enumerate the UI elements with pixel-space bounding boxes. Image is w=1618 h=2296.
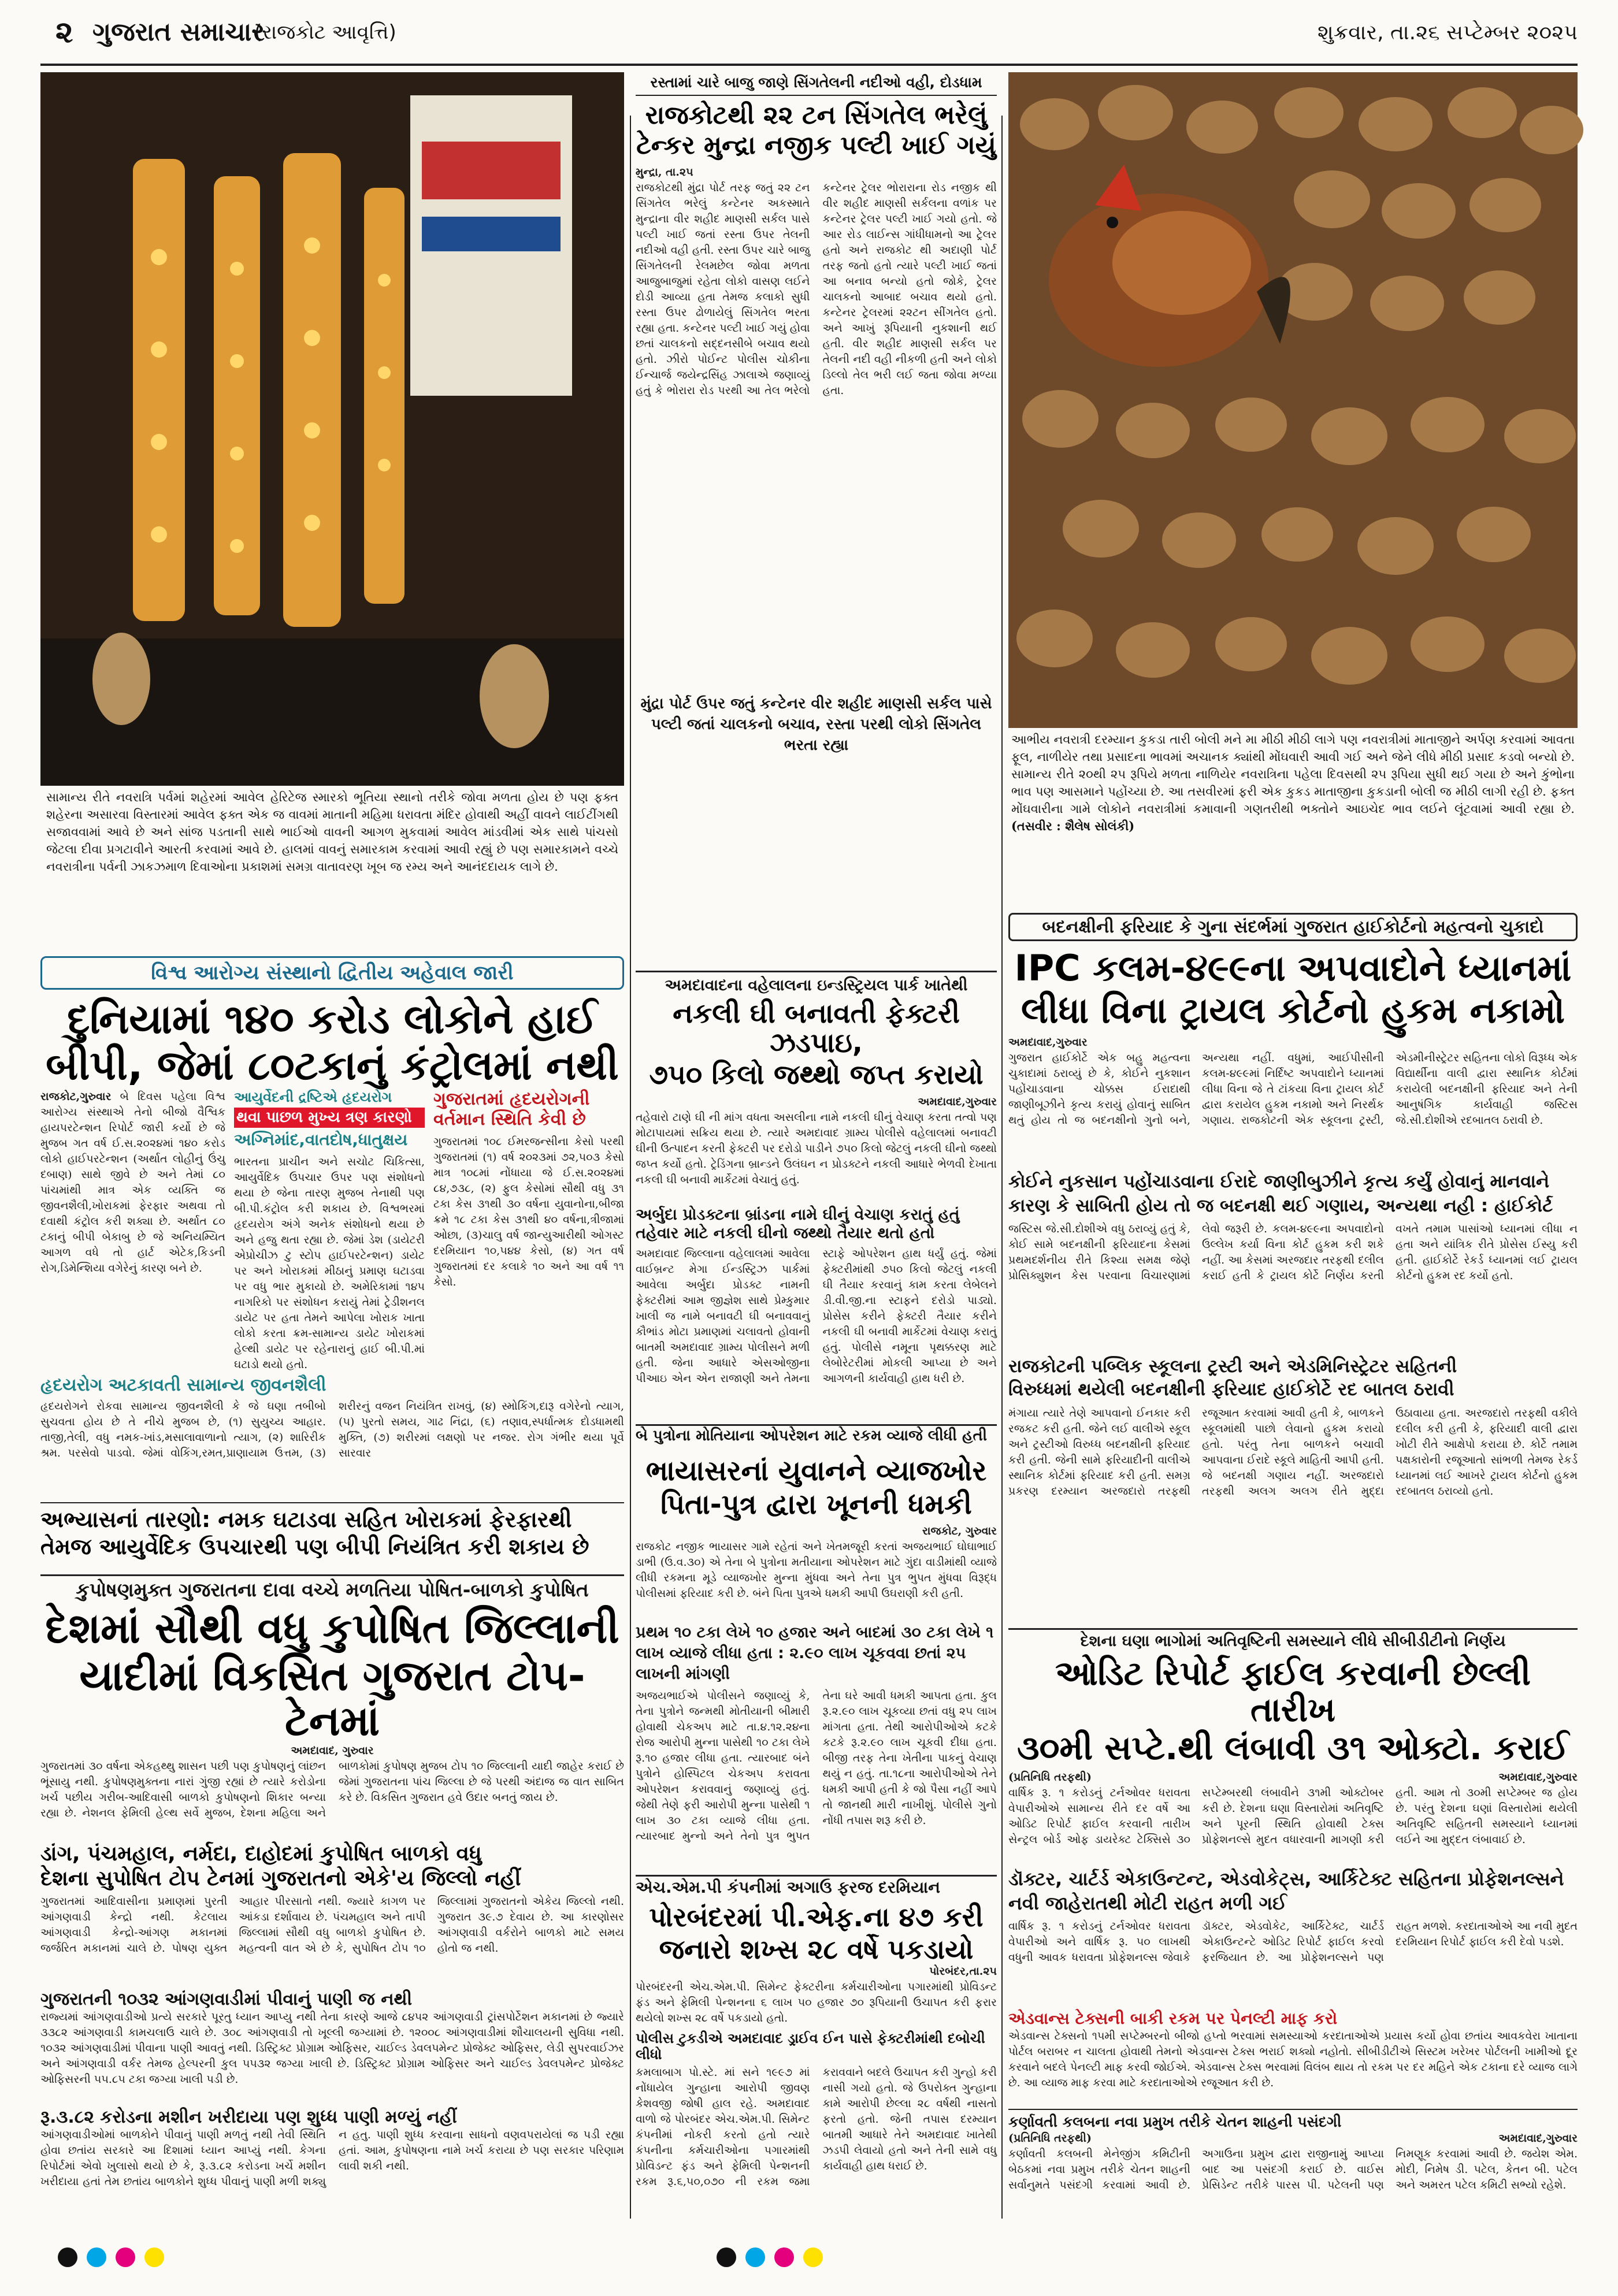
- moneylender-headline-1: ભાયાસરનાં યુવાનને વ્યાજખોર: [645, 1455, 987, 1487]
- pf-headline-1: પોરબંદરમાં પી.એફ.ના ૪૭ કરી: [649, 1901, 984, 1933]
- hc-story: [1008, 913, 1578, 1352]
- bp-headline-1: દુનિયામાં ૧૪૦ કરોડ લોકોને હાઈ: [67, 995, 598, 1043]
- tanker-headline-2: ટેન્કર મુન્દ્રા નજીક પલ્ટી ખાઈ ગયું: [636, 130, 996, 160]
- club-body: કર્ણાવતી કલબની મેનેજીંગ કમિટીની બેઠકમાં નવા પ્રમુખ તરીકે ચેતન શાહની સર્વાનુમતે પસંદગી કરવામાં આવી છે. અગાઉના પ્રમુખ દ્વારા રાજીનામું આપ્યા બાદ આ પસંદગી કરાઈ છે. વાઈસ પ્રેસિડેન્ટ તરીકે પારસ પી. પટેલની પણ નિમણૂક કરવામાં આવી છે. જયેશ એમ. મોદી, નિમેષ ડી. પટેલ, કેતન બી. પટેલ અને અમરત પટેલ કમિટી સભ્યો રહેશે.: [1008, 2148, 1578, 2191]
- pf-top-rule: [636, 1875, 997, 1877]
- audit-top-rule: [1008, 1628, 1578, 1630]
- coconut-photo-caption: આભીય નવરાત્રી દરમ્યાન કુકડા તારી બોલી મને મા મીઠી મીઠી લાગે પણ નવરાત્રીમાં માતાજીને અર્પણ કરવામાં આવતા ફૂલ, નાળીયેર તથા પ્રસાદના ભાવમાં અચાનક ક્યાંથી મોંઘવારી આવી ગઈ અને જેને લીધે મીઠી પ્રસાદ કડવો બન્યો છે. સામાન્ય રીતે ૨૦થી ૨૫ રૂપિયે મળતા નાળિયેર નવરાત્રિના પહેલા દિવસથી ૨૫ રૂપિયા સુધી થઈ ગયા છે અને કુંભોના ભાવ પણ આસમાને પહોંચ્યા છે. આ તસવીરમાં ફરી એક કુકડ માતાજીના કુકડાની બોલી જ મીઠી લાગી રહી છે. ફક્ત મોંઘવારીના ગામે લોકોને નવરાત્રીમાં કમાવાની ગણતરીથી ભક્તોને આઇચેદ ભાવ લઈને લૂંટવામાં આવી રહ્યા છે. (તસવીર : શૈલેષ સોલંકી): [1011, 733, 1575, 833]
- reg-dot: [144, 2247, 164, 2267]
- masthead: [0, 0, 1618, 65]
- bp-body-area: [40, 1089, 624, 1493]
- malnutrition-body-1: ગુજરાતમાં ૩૦ વર્ષના એકહથ્થુ શાસન પછી પણ કુપોષણનું લાંછન ભૂંસાયુ નથી. કુપોષણમુક્તના નારાં ગુંજી રહ્યાં છે ત્યારે કરોડોના ખર્ચ પછીય ગરીબ-આદિવાસી બાળકો કુપોષણનો શિકાર બન્યા રહ્યા છે. નેશનલ ફેમિલી હેલ્થ સર્વે મુજબ, દેશના મહિલા અને બાળકોમાં કુપોષણ મુજબ ટોપ ૧૦ જિલ્લાની યાદી જાહેર કરાઈ છે જેમાં ગુજરાતના પાંચ જિલ્લા છે જે પરથી અંદાજ જ વાત સાબિત કરે છે. વિકસિત ગુજરાત હવે ઉદાર બનતું જાય છે.: [40, 1760, 624, 1820]
- ghee-top-rule: [636, 971, 997, 972]
- lifestyle-subhead: હૃદયરોગ અટકાવતી સામાન્ય જીવનશૈલી: [40, 1375, 326, 1395]
- malnutrition-dateline: અમદાવાદ, ગુરુવાર: [291, 1744, 374, 1758]
- findings-line-2: તેમજ આયુર્વેદિક ઉપચારથી પણ બીપી નિયંત્રિત કરી શકાય છે: [40, 1534, 589, 1560]
- bp-findings-footer: [40, 1502, 624, 1569]
- audit-dateline: અમદાવાદ,ગુરુવાર: [1498, 1770, 1578, 1784]
- issue-date: શુક્રવાર, તા.૨૬ સપ્ટેમ્બર ૨૦૨૫: [1318, 21, 1578, 44]
- coconut-photo: [1008, 72, 1578, 728]
- malnutrition-story: [40, 1578, 624, 2220]
- bp-stats: ગુજરાતમાં ૧૦૮ ઈમરજન્સીના કેસો પરથી ગુજરાતમાં (૧) વર્ષ ૨૦૨૩માં ૭૨,૫૦૩ કેસો માત્ર ૧૦૮માં નોંધાયા જે ઈ.સ.૨૦૨૪માં ૮૪,૭૩૮, (૨) ફુલ કેસોમાં સૌથી વધુ ૩૧ ટકા કેસ ૩૧થી ૩૦ વર્ષના યુવાનોના,બીજા ક્રમે ૧૮ ટકા કેસ ૩૧થી ૪૦ વર્ષના,ત્રીજામાં ઓછા, (૩)ચાલુ વર્ષ જાન્યુઆરીથી ઓગસ્ટ દરમિયાન ૧૦,૫૪૪ કેસો, (૪) ગત વર્ષ ગુજરાતમાં દર કલાકે ૧૦ અને આ વર્ષ ૧૧ કેસો.: [433, 1135, 624, 1288]
- audit-byline: (પ્રતિનિધિ તરફથી): [1008, 1770, 1092, 1784]
- hc-subhead: કોઈને નુકસાન પહોંચાડવાના ઈરાદે જાણીબુઝીને કૃત્ય કર્યું હોવાનું માનવાને કારણ કે સાબિતી હોય તો જ બદનક્ષી થઈ ગણાય, અન્યથા નહી : હાઈકોર્ટ: [1008, 1171, 1553, 1216]
- column-rule-2: [1001, 116, 1003, 2219]
- reg-dot: [803, 2247, 823, 2267]
- gujarat-subhead-1: ગુજરાતમાં હૃદયરોગની: [433, 1089, 590, 1109]
- ghee-subhead-1: અર્બુદા પ્રોડક્ટના બ્રાંડના નામે ઘીનું વેચાણ કરાતું હતું: [636, 1206, 960, 1224]
- tanker-subhead: મુંદ્રા પોર્ટ ઉપર જતું કન્ટેનર વીર શહીદ માણસી સર્કલ પાસે પલ્ટી જતાં ચાલકનો બચાવ, રસ્તા પરથી લોકો સિંગતેલ ભરતા રહ્યા: [640, 695, 992, 755]
- pf-kicker: એચ.એમ.પી કંપનીમાં અગાઉ ફરજ દરમિયાન: [636, 1878, 940, 1897]
- audit-headline-2: ૩૦મી સપ્ટે.થી લંબાવી ૩૧ ઓક્ટો. કરાઈ: [1017, 1728, 1569, 1768]
- malnutrition-subhead-3: ગુજરાતની ૧૦૩૨ આંગણવાડીમાં પીવાનું પાણી જ નથી: [40, 1989, 413, 2009]
- moneylender-dateline: રાજકોટ, ગુરુવાર: [922, 1524, 997, 1537]
- hc-kicker: બદનક્ષીની ફરિયાદ કે ગુના સંદર્ભમાં ગુજરાત હાઈકોર્ટનો મહત્વનો ચુકાદો: [1008, 913, 1578, 941]
- malnutrition-body-2: ગુજરાતમાં આદિવાસીના પ્રમાણમાં પુરતી આંગણવાડી કેન્દ્રો નથી. કેટલાય આંગણવાડી કેન્દ્રો-આંગણ મકાનમાં જર્જરિત મકાનમાં ચાલે છે. પોષણ યુક્ત આહાર પીરસાતો નથી. જ્યારે કાગળ પર આંકડા દર્શાવાય છે. પંચમહાલ અને તાપી જિલ્લામાં સૌથી વધુ બાળકો કુપોષિત છે. મહત્વની વાત એ છે કે, સુપોષિત ટોપ ૧૦ જિલ્લામાં ગુજરાતનો એકેય જિલ્લો નથી. ગુજરાત ૩૯.૭ દેવાય છે. આ કારણોસર આંગણવાડી વર્કરોને બાળકો માટે સમય હોતો જ નથી.: [40, 1895, 624, 1955]
- bp-lifestyle-box: [40, 1375, 624, 1496]
- hc-rajkot-body: મંગાયા ત્યારે તેણે આપવાનો ઈનકાર કરી રજકટ કરી હતી. જેને લઈ વાલીએ સ્કૂલ અને ટ્રસ્ટીઓ વિરુધ્ધ બદનક્ષીની ફરિયાદ કરી હતી. જેની સામે ફરિયાદીની વાલીએ સ્થાનિક કોર્ટમાં ફરિયાદ કરી હતી. સમગ્ર પ્રકરણ દરમ્યાન અરજદારો તરફથી રજૂઆત કરવામાં આવી હતી કે, બાળકને સ્કૂલમાંથી પાછો લેવાનો હુકમ કરાયો હતો. પરંતુ તેના બાળકને બચાવી આપવાના ઈરાદે સ્કૂલે માહિતી આપી હતી. જે બદનક્ષી ગણાય નહીં. અરજદારો તરફથી અલગ અલગ રીતે મુદ્દા ઉઠાવાયા હતા. અરજદારો તરફથી વકીલે દલીલ કરી હતી કે, ફરિયાદી વાલી દ્વારા ખોટી રીતે આક્ષેપો કરાયા છે. કોર્ટે તમામ પક્ષકારોની રજૂઆતો સાંભળી તેમજ રેકર્ડ ધ્યાનમાં લઈ આખરે ટ્રાયલ કોર્ટનો હુકમ રદબાતલ ઠરાવ્યો હતો.: [1008, 1407, 1578, 1498]
- malnutrition-body-3: રાજ્યમાં આંગણવાડીઓ પ્રત્યે સરકારે પૂરતુ ધ્યાન આપ્યુ નથી તેના કારણે આજે ૮૪૫૨ આંગણવાડી ટ્રાંસપોર્ટેશન મકાનમાં છે જ્યારે ૩૩૮૨ આંગણવાડી કામચલાઉ ચાલે છે. ૩૦૮ આંગણવાડી તો ખૂલ્લી જગ્યામાં છે. ૧૨૦૦૮ આંગણવાડીમાં શૌચાલયની સુવિધા નથી. ૧૦૩૨ આંગણવાડીમાં પીવાના પાણી આવતું નથી. ડિસ્ટ્રિક્ટ પ્રોગ્રામ ઓફિસર, ચાઈલ્ડ ડેવલપમેન્ટ પ્રોજેક્ટ ઓફિસર, લેડી સુપરવાઈઝર અને આંગણવાડી વર્કર તેમજ હેલ્પરની કુલ ૫૫૩૨ જગ્યા ખાલી છે. ડિસ્ટ્રિક્ટ પ્રોગ્રામ ઓફિસર અને ચાઈલ્ડ ડેવલપમેન્ટ પ્રોજેક્ટ ઓફિસરની ૫૫.૮૫ ટકા જગ્યા ખાલી પડી છે.: [40, 2011, 624, 2086]
- ghee-body-2: અમદાવાદ જિલ્લાના વહેલાલમાં આવેલા વાઈબ્રન્ટ મેગા ઈન્ડસ્ટ્રિઝ પાર્કમાં આવેલા અર્બુદા પ્રોડક્ટ નામની ફેક્ટરીમાં આમ જીજ્ઞેશ સાથે પ્રેમ્કુમાર ખાલી જ નામે બનાવટી ઘી બનાવવાનું કૌભાંડ મોટા પ્રમાણમાં ચલાવતો હોવાની બાતમી અમદાવાદ ગ્રામ્ય પોલીસને મળી હતી. જેના આધારે એસઓજીના પીઆઇ એન એન રાજાણી અને તેમના સ્ટાફે ઓપરેશન હાથ ધર્યું હતું. જેમાં ફેક્ટરીમાંથી ૭૫૦ કિલો જેટલું નકલી ઘી તૈયાર કરવાનું કામ કરતા લેબેલને ડી.વી.જી.ના સ્ટાફને દરોડો પાડ્યો. પ્રોસેસ કરીને ફેક્ટરી તૈયાર કરીને નકલી ઘી બનાવી માર્કેટમાં વેચાણ કરાતું હતું. પોલીસે નમૂના પૃથક્કરણ માટે લેબોરેટરીમાં મોકલી આપ્યા છે અને આગળની કાર્યવાહી હાથ ધરી છે.: [636, 1247, 997, 1385]
- pf-dateline: પોરબંદર,તા.૨૫: [929, 1965, 997, 1978]
- tanker-kicker: રસ્તામાં ચારે બાજુ જાણે સિંગતેલની નદીઓ વહી, દોડધામ: [636, 74, 997, 96]
- club-byline-row: [1008, 2131, 1578, 2146]
- pf-headline-2: જનારો શખ્સ ૨૮ વર્ષે પકડાયો: [659, 1933, 974, 1965]
- navratri-photo-illustration: [40, 72, 624, 786]
- tanker-headline-1: રાજકોટથી ૨૨ ટન સિંગતેલ ભરેલું: [645, 101, 988, 130]
- club-dateline: અમદાવાદ,ગુરુવાર: [1498, 2132, 1578, 2145]
- bp-body-1: રાજકોટ,ગુરુવાર બે દિવસ પહેલા વિશ્વ આરોગ્ય સંસ્થાએ તેનો બીજો વૈશ્વિક હાયપરટેન્શન રિપોર્ટ જારી કર્યો છે જે મુજબ ગત વર્ષ ઈ.સ.૨૦૨૪માં ૧૪૦ કરોડ લોકો હાઈપરટેન્શન (અર્થાત લોહીનું ઉંચુ દબાણ) સાથે જીવે છે અને તેમાં ૮૦ પાંચમાંથી માત્ર એક વ્યક્તિ જ જીવનશૈલી,ખોરાકમાં ફેરફાર અથવા તો દવાથી કંટ્રોલ કરી શક્યા છે. અર્થાત ૮૦ ટકાનું બીપી બેકાબુ છે જે અનિયમ્યિત આગળ વધે તો હાર્ટ એટેક,કિડની રોગ,ડિમેન્શિયા વગેરેનું કારણ બને છે.: [40, 1090, 225, 1275]
- ghee-subhead-2: તહેવાર માટે નકલી ઘીનો જથ્થો તૈયાર થતો હતો: [636, 1224, 935, 1243]
- masthead-rule: [40, 64, 1578, 66]
- moneylender-body-2: અજયભાઈએ પોલીસને જણાવ્યું કે, તેના પુત્રોને જન્મથી મોતીયાની બીમારી હોવાથી ચેકઅપ માટે તા.૪.૧૨.૨૪ના રોજ આરોપી મુન્ના પાસેથી ૧૦ ટકા લેખે રૂ.૧૦ હજાર લીધા હતા. ત્યારબાદ બંને પુત્રોને હોસ્પિટલ ચેકઅપ કરાવતા ઓપરેશન કરાવવાનું જણાવ્યું હતું. જેથી તેણે ફરી આરોપી મુન્ના પાસેથી ૧ લાખ ૩૦ ટકા વ્યાજે લીધા હતા. ત્યારબાદ મુન્નો અને તેનો પુત્ર ભુપત તેના ઘરે આવી ધમકી આપતા હતા. કુલ રૂ.૨.૯૦ લાખ ચૂકવ્યા છતાં વધુ ૨૫ લાખ માંગતા હતા. તેથી આરોપીઓએ કટકે કટકે રૂ.૨.૯૦ લાખ ચૂકવી દીધા હતા. બીજી તરફ તેના ખેતીના પાકનું વેચાણ થયું ન હતું. તા.૧૮ના આરોપીઓએ તેને ધમકી આપી હતી કે જો પૈસા નહીં આપે તો જાનથી મારી નાખીશું. પોલીસે ગુનો નોંધી તપાસ શરૂ કરી છે.: [636, 1689, 997, 1842]
- ayurveda-subhead-2: થવા પાછળ મુખ્ય ત્રણ કારણો: [234, 1108, 425, 1128]
- audit-story: [1008, 1632, 1578, 2106]
- reg-dot: [87, 2247, 106, 2267]
- ayurveda-subhead-1: આયુર્વેદની દ્રષ્ટિએ હૃદયરોગ: [234, 1089, 392, 1105]
- malnutrition-kicker: કુપોષણમુક્ત ગુજરાતના દાવા વચ્ચે મળતિયા પોષિત-બાળકો કુપોષિત: [76, 1578, 589, 1601]
- malnutrition-headline-1: દેશમાં સૌથી વધુ કુપોષિત જિલ્લાની: [45, 1604, 619, 1652]
- hc-body-1: ગુજરાત હાઈકોર્ટે એક બહુ મહત્વના ચુકાદામાં ઠરાવ્યું છે કે, કોઈને નુકશાન પહોંચાડવાના ચોક્કસ ઈરાદાથી જાણીબૂઝીને કૃત્ય કરાયું હોવાનું સાબિત થતું હોય તો જ બદનક્ષીનો ગુનો બને, અન્યથા નહીં. વધુમાં, આઈપીસીની કલમ-૪૯૯માં નિર્દિષ્ટ અપવાદોને ધ્યાનમાં લીધા વિના જે તે ટાંકયા વિના ટ્રાયલ કોર્ટ દ્વારા કરાયેલ હુકમ નકામો અને નિરર્થક ગણાય. રાજકોટની એક સ્કૂલના ટ્રસ્ટી, એડમીનીસ્ટ્રેટર સહિતના લોકો વિરૂધ્ધ એક વિદ્યાર્થીના વાલી દ્વારા સ્થાનિક કોર્ટમાં કરાયેલી બદનક્ષીની ફરિયાદ અને તેની આનુષંગિક કાર્યવાહી જસ્ટિસ જે.સી.દોશીએ રદબાતલ ઠરાવી છે.: [1008, 1051, 1578, 1127]
- reg-dot: [745, 2247, 765, 2267]
- pf-body-1: પોરબંદરની એચ.એમ.પી. સિમેન્ટ ફેક્ટરીના કર્મચારીઓના પગારમાંથી પ્રોવિડન્ટ ફંડ અને ફેમિલી પેન્શનના ૬ લાખ ૫૦ હજાર ૭૦ રૂપિયાની ઉચાપત કરી ફરાર થયેલો શખ્સ ૨૮ વર્ષે પકડાયો હતો.: [636, 1981, 997, 2025]
- gujarat-subhead-2: વર્તમાન સ્થિતિ કેવી છે: [433, 1109, 586, 1130]
- moneylender-body-1: રાજકોટ નજીક ભાયાસર ગામે રહેતાં અને ખેતમજૂરી કરતાં અજયભાઈ ઘોઘાભાઈ ડાભી (ઉ.વ.૩૦) એ તેના બે પુત્રોના મતીયાના ઓપરેશન માટે ગુંદા વાડીમાંથી વ્યાજે લીધી રકમના મૂડે વ્યાજખોર મુન્ના મુંધવા અને તેના પુત્ર ભુપત મુંધવા વિરૂદ્ધ પોલીસમાં ફરિયાદ કરી છે. બંને પિતા પુત્રએ ધમકી આપી ઉઘરાણી કરી હતી.: [636, 1540, 997, 1600]
- ghee-headline-2: ૭૫૦ કિલો જથ્થો જપ્ત કરાયો: [649, 1058, 984, 1091]
- moneylender-story: [636, 1427, 997, 1872]
- moneylender-kicker: બે પુત્રોના મોતિયાના ઓપરેશન માટે રકમ વ્યાજે લીધી હતી: [636, 1427, 988, 1444]
- column-rule-1: [630, 116, 631, 2219]
- ghee-headline-1: નકલી ઘી બનાવતી ફેક્ટરી ઝડપાઇ,: [673, 998, 960, 1059]
- audit-sub-red: એડવાન્સ ટેક્સની બાકી રકમ પર પેનલ્ટી માફ કરો: [1008, 2008, 1338, 2028]
- page-number: ૨: [55, 15, 73, 50]
- hc-rajkot-kicker-1: રાજકોટની પબ્લિક સ્કૂલના ટ્રસ્ટી અને એડમિનિસ્ટ્રેટર સહિતની: [1008, 1356, 1457, 1377]
- hc-headline-2: લીધા વિના ટ્રાયલ કોર્ટનો હુકમ નકામો: [1021, 989, 1565, 1031]
- moneylender-top-rule: [636, 1424, 997, 1426]
- malnutrition-top-rule: [40, 1574, 624, 1576]
- audit-kicker: દેશના ઘણા ભાગોમાં અતિવૃષ્ટિની સમસ્યાને લીધે સીબીડીટીનો નિર્ણય: [1080, 1632, 1506, 1650]
- audit-body-3: એડવાન્સ ટેક્સનો ૧૫મી સપ્ટેમ્બરનો બીજો હપ્તો ભરવામાં સમસ્યાઓ કરદાતાઓએ પ્રયાસ કર્યો હોવા છતાંય આવકવેરા ખાતાના પોર્ટલ બરાબર ન ચાલતા હોવાથી તેમનો એડવાન્સ ટેક્સ ભરાઈ શક્યો નહોતો. સીબીડીટીએ સિસ્ટમ ખરેખર પોર્ટલની ખામીઓ દૂર કરવાને બદલે પેનલ્ટી માફ કરવી જોઈએ. એડવાન્સ ટેક્સ ભરવામાં વિલંબ થાય તો રકમ પર દર મહિને એક ટકાના દરે વ્યાજ લાગે છે. આ વ્યાજ માફ કરવા માટે કરદાતાઓએ રજૂઆત કરી છે.: [1008, 2029, 1578, 2089]
- reg-dot: [58, 2247, 77, 2267]
- audit-byline-row: [1008, 1770, 1578, 1785]
- ghee-kicker: અમદાવાદના વહેલાલના ઇન્ડસ્ટ્રિયલ પાર્ક ખાતેથી: [665, 976, 968, 994]
- pf-body-2: કમલાબાગ પો.સ્ટે. માં સને ૧૯૯૭ માં નોંધાયેલ ગુન્હાના આરોપી જીવણ કેશવજી જોષી હાલ રહે. અમદાવાદ વાળો જે પોરબંદર એચ.એમ.પી. સિમેન્ટ કંપનીમાં નોકરી કરતો હતો ત્યારે કંપનીના કર્મચારીઓના પગારમાંથી પ્રોવિડન્ટ ફંડ અને ફેમિલી પેન્શનની રકમ રૂ.૬,૫૦,૦૭૦ ની રકમ જમા કરાવવાને બદલે ઉચાપત કરી ગુન્હો કરી નાસી ગયો હતો. જે ઉપરોક્ત ગુન્હાના કામે આરોપી છેલ્લા ૨૮ વર્ષથી નાસતો ફરતો હતો. જેની તપાસ દરમ્યાન બાતમી આધારે તેને અમદાવાદ ખાતેથી ઝડપી લેવાયો હતો અને તેની સામે વધુ કાર્યવાહી હાથ ધરાઈ છે.: [636, 2066, 997, 2189]
- audit-body-1: વાર્ષિક રૂ. ૧ કરોડનું ટર્નઓવર ધરાવતા વેપારીઓએ સામાન્ય રીતે દર વર્ષે આ ઓડિટ રિપોર્ટ ફાઈલ કરવાની તારીખ સેન્ટ્રલ બોર્ડ ઓફ ડાયરેક્ટ ટેક્સિસે ૩૦ સપ્ટેમ્બરથી લંબાવીને ૩૧મી ઓક્ટોબર કરી છે. દેશના ઘણા વિસ્તારોમાં અતિવૃષ્ટિ અને પૂરની સ્થિતિ હોવાથી ટેક્સ પ્રોફેશનલ્સે મુદત વધારવાની માગણી કરી હતી. આમ તો ૩૦મી સપ્ટેમ્બર જ હોય છે. પરંતુ દેશના ઘણાં વિસ્તારોમાં થયેલી અતિવૃષ્ટિ સહિતની સમસ્યાને ધ્યાનમાં લઈને આ મુદ્દત લંબાવાઈ છે.: [1008, 1786, 1578, 1846]
- pf-story: [636, 1878, 997, 2221]
- edition-label: (રાજકોટ આવૃત્તિ): [254, 21, 396, 44]
- reg-dot: [717, 2247, 736, 2267]
- club-story-box: [1008, 2109, 1578, 2221]
- bp-kicker: વિશ્વ આરોગ્ય સંસ્થાનો દ્વિતીય અહેવાલ જારી: [40, 956, 624, 990]
- club-byline: (પ્રતિનિધિ તરફથી): [1008, 2132, 1092, 2145]
- bp-headline-2: બીપી, જેમાં ૮૦ટકાનું કંટ્રોલમાં નથી: [46, 1041, 619, 1089]
- coconut-photo-illustration: [1008, 72, 1578, 728]
- audit-body-2: વાર્ષિક રૂ. ૧ કરોડનું ટર્નઓવર ધરાવતા વેપારીઓ અને વાર્ષિક રૂ. ૫૦ લાખથી વધુની આવક ધરાવતા પ્રોફેશનલ્સ જેવાકે ડૉક્ટર, એડવોકેટ, આર્કિટેક્ટ, ચાર્ટર્ડ એકાઉન્ટન્ટે ઓડિટ રિપોર્ટ ફાઈલ કરવો ફરજિયાત છે. આ પ્રોફેશનલ્સને પણ રાહત મળશે. કરદાતાઓએ આ નવી મુદત દરમિયાન રિપોર્ટ ફાઈલ કરી દેવો પડશે.: [1008, 1919, 1578, 1964]
- paper-name: ગુજરાત સમાચાર: [92, 17, 265, 47]
- audit-subhead: ડૉક્ટર, ચાર્ટર્ડ એકાઉન્ટન્ટ, એડવોકેટ્સ, આર્કિટેક્ટ સહિતના પ્રોફેશનલ્સને નવી જાહેરાતથી મોટી રાહત મળી ગઈ: [1008, 1867, 1564, 1914]
- photo-credit: (તસવીર : શૈલેષ સોલંકી): [1011, 819, 1135, 833]
- bp-ayurveda-box: [234, 1089, 425, 1371]
- ghee-story: [636, 976, 997, 1421]
- navratri-photo: [40, 72, 624, 786]
- moneylender-subhead: પ્રથમ ૧૦ ટકા લેખે ૧૦ હજાર અને બાદમાં ૩૦ ટકા લેખે ૧ લાખ વ્યાજે લીધા હતા : ૨.૯૦ લાખ ચૂકવવા છતાં ૨૫ લાખની માંગણી: [636, 1623, 994, 1683]
- audit-headline-1: ઓડિટ રિપોર્ટ ફાઈલ કરવાની છેલ્લી તારીખ: [1055, 1654, 1531, 1729]
- ghee-dateline: અમદાવાદ,ગુરુવાર: [918, 1095, 997, 1109]
- registration-marks: [0, 2242, 1618, 2282]
- navratri-photo-caption: સામાન્ય રીતે નવરાત્રિ પર્વમાં શહેરમાં આવેલ હેરિટેજ સ્મારકો ભૂતિયા સ્થાનો તરીકે જોવા મળતા હોય છે પણ ફક્ત શહેરના અસારવા વિસ્તારમાં આવેલ ફક્ત એક જ વાવમાં માતાની મહિમા ધરાવતા મંદિર હોવાથી અહીં વાવને લાઈટીંગથી સજાવવામાં આવે છે અને સાંજ પડતાની સાથે ભાઈઓ વાવની આગળ મુકવામાં આવેલ માંડવીમાં એક સાથે પાંચસો જેટલા દીવા પ્રગટાવીને આરતી કરવામાં આવે છે. હાલમાં વાવનું સમારકામ કરવામાં આવી રહ્યું છે પણ સમારકામને વચ્ચે નવરાત્રીના પર્વની ઝાકઝમાળ દિવાઓના પ્રકાશમાં સમગ્ર વાતાવરણ ખૂબ જ રમ્ય અને આનંદદાયક લાગે છે.: [46, 790, 618, 874]
- hc-dateline: અમદાવાદ,ગુરુવાર: [1008, 1035, 1088, 1049]
- bp-body-3: હૃદયરોગને રોકવા સામાન્ય જીવનશૈલી કે જે ઘણા તબીબો સુચવતા હોય છે તે નીચે મુજબ છે, (૧) સુયુચ્ય આહાર. તાજી,તેલી, વધુ નમક-ખાંડ,મસાલાવાળાનો ત્યાગ, (૨) શારિરીક શ્રમ. પરસેવો પાડવો. જેમાં વોકિંગ,રમત,પ્રાણાયામ ઉત્તમ, (૩) શરીરનું વજન નિયંત્રિત રાખવું, (૪) સ્મોકિંગ,દારૂ વગેરેનો ત્યાગ, (૫) પુરતો સમય, ગાઢ નિંદ્રા, (૬) તણાવ,સ્પર્ધાત્મક દોડધામથી મુક્તિ, (૭) શરીરમાં લક્ષણો પર નજર. રોગ ગંભીર થયા પૂર્વે સારવાર: [40, 1400, 624, 1459]
- malnutrition-headline-2: યાદીમાં વિકસિત ગુજરાત ટોપ-ટેનમાં: [79, 1651, 585, 1745]
- tanker-body: રાજકોટથી મુંદ્રા પોર્ટ તરફ જતું ૨૨ ટન સિંગતેલ ભરેલું કન્ટેનર અકસ્માતે મુન્દ્રાના વીર શહીદ માણસી સર્કલ પાસે પલ્ટી ખાઈ જતાં રસ્તા ઉપર તેલની નદીઓ વહી હતી. રસ્તા ઉપર ચારે બાજુ સિંગતેલની રેલમછેલ જોવા મળતા આજુબાજુમાં રહેતા લોકો વાસણ લઈને દોડી આવ્યા હતા તેમજ કલાકો સુધી રસ્તા ઉપર ઢોળાયેલું સિંગતેલ ભરતા રહ્યા હતા. કન્ટેનર પલ્ટી ખાઈ ગયું હોવા છતાં ચાલકનો સદ્દનસીબે બચાવ થયો હતો. ઝીરો પોઈન્ટ પોલીસ ચોકીના ઈન્ચાર્જ જયેન્દ્રસિંહ ઝાલાએ જણાવ્યું હતું કે ભોરારા રોડ પરથી આ તેલ ભરેલો કન્ટેનર ટ્રેલર ભોરારાના રોડ નજીક થી વીર શહીદ માણસી સર્કલના વળાંક પર કન્ટેનર ટ્રેલર પલ્ટી ખાઈ ગયો હતો. જે આર રોડ લાઈન્સ ગાંધીધામનો આ ટ્રેલર હતો અને રાજકોટ થી અદાણી પોર્ટ તરફ જતો હતો ત્યારે પલ્ટી ખાઈ જતાં આ બનાવ બન્યો હતો જોકે, ટ્રેલર ચાલકનો આબાદ બચાવ થયો હતો. કન્ટેનર ટ્રેલરમાં ૨૨ટન સીંગતેલ હતો. અને આખું રૂપિયાની નુકશાની થઈ હતી. વીર શહીદ માણસી સર્કલ પર તેલની નદી વહી નીકળી હતી અને લોકો ડિલ્લો તેલ ભરી લઈ જતા જોવા મળ્યા હતા.: [636, 181, 997, 397]
- malnutrition-subhead-2: દેશના સુપોષિત ટોપ ટેનમાં ગુજરાતનો એકે'ય જિલ્લો નહીં: [40, 1867, 521, 1891]
- hc-body-2: જસ્ટિસ જે.સી.દોશીએ વધુ ઠરાવ્યું હતું કે, કોઈ સામે બદનક્ષીની ફરિયાદના કેસમાં પ્રથમદર્શનીય રીતે કિશ્યા સમક્ષ જેણે પ્રોસિક્યુશન કેસ પરવાના વિચારણામાં લેવો જરૂરી છે. કલમ-૪૯૯ના અપવાદોનો ઉલ્લેખ કર્યા વિના કોર્ટ હુકમ કરી શકે નહીં. આ કેસમાં અરજદાર તરફથી દલીલ કરાઈ હતી કે ટ્રાયલ કોર્ટે નિર્ણય કરતી વખતે તમામ પાસાંઓ ધ્યાનમાં લીધા ન હતા અને યાંત્રિક રીતે પ્રોસેસ ઈસ્યુ કરી હતી. હાઈકોર્ટે રેકર્ડ ધ્યાનમાં લઈ ટ્રાયલ કોર્ટનો હુકમ રદ કર્યો હતો.: [1008, 1222, 1578, 1282]
- reg-dot: [774, 2247, 794, 2267]
- malnutrition-subhead-1: ડાંગ, પંચમહાલ, નર્મદા, દાહોદમાં કુપોષિત બાળકો વધુ: [40, 1842, 482, 1866]
- tanker-story: [636, 74, 997, 964]
- ayurveda-subhead-3: અગ્નિમાંદ,વાતદોષ,ધાતુક્ષય: [234, 1130, 408, 1149]
- club-kicker: કર્ણાવતી કલબના નવા પ્રમુખ તરીકે ચેતન શાહની પસંદગી: [1008, 2113, 1342, 2130]
- pf-subhead: પોલીસ ટુકડીએ અમદાવાદ ડ્રાઈવ ઈન પાસે ફેક્ટરીમાંથી દબોચી લીધો: [636, 2030, 985, 2063]
- hc-rajkot-kicker-2: વિરુધ્ધમાં થયેલી બદનક્ષીની ફરિયાદ હાઈકોર્ટે રદ બાતલ ઠરાવી: [1008, 1379, 1454, 1400]
- hc-rajkot: [1008, 1355, 1578, 1626]
- malnutrition-body-4: આંગણવાડીઓમાં બાળકોને પીવાનું પાણી મળતું નથી તેવી સ્થિતિ હોવા છતાંય સરકારે આ દિશામાં ધ્યાન આપ્યું નથી. કેગના રિપોર્ટમાં એવો ખુલાસો થયો છે કે, રૂ.૩.૮૨ કરોડના ખર્ચે મશીન ખરીદાયા હતાં તેમ છતાંય બાળકોને શુધ્ધ પીવાનું પાણી મળી શક્યુ ન હતુ. પાણી શુધ્ધ કરવાના સાધનો વણવપરાયેલાં જ પડી રહ્યા હતાં. આમ, કુપોષણના નામે ખર્ચ કરાયા છે પણ સરકાર પરિણામ લાવી શકી નથી.: [40, 2128, 624, 2188]
- ghee-body-1: તહેવારો ટાણે ઘી ની માંગ વધતા અસલીના નામે નકલી ઘીનું વેચાણ કરતા તત્વો પણ મોટાપાયમાં સક્રિય થયા છે. ત્યારે અમદાવાદ ગ્રામ્ય પોલીસે વહેલાલમાં બનાવટી ઘીની ઉત્પાદન કરતી ફેક્ટરી પર દરોડો પાડીને ૭૫૦ કિલો જેટલું નકલી ઘીનો જથ્થો જપ્ત કર્યો હતો. ટ્રેડિંગના બ્રાન્ડને ઉલંઘન ન પ્રોડક્ટને નકલી આધારે ભેળવી દેખાતા નકલી ઘી બનાવી માર્કેટમાં વેચાતું હતું.: [636, 1111, 997, 1187]
- reg-dot: [116, 2247, 135, 2267]
- bp-body-2: ભારતના પ્રાચીન અને સચોટ ચિકિત્સા, આયુર્વેદિક ઉપચાર ઉપર પણ સંશોધનો થયા છે જેના તારણ મુજબ તેનાથી પણ બી.પી.કંટ્રોલ કરી શકાય છે. વિશ્વભરમાં હૃદયરોગ અંગે અનેક સંશોધનો થયા છે અને હજુ થતા રહ્યા છે. જેમાં ડેશ (ડાયેટરી એપ્રોચીઝ ટુ સ્ટોપ હાઈપરટેન્શન) ડાયેટ પર અને ખોરાકમાં મીઠાનું પ્રમાણ ઘટાડવા પર વધુ ભાર મુકાયો છે. અમેરિકામાં ૧૪૫ નાગરિકો પર સંશોધન કરાયું તેમાં ટ્રેડીશનલ ડાયેટ પર હતા તેમને આપેલા ખોરાક ખાતા લોકો કરતા ક્રમ-સામાન્ય ડાયેટ ખોરાકમાં હેલ્થી ડાયેટ પર રહેનારાનું હાઈ બી.પી.માં ઘટાડો થયો હતો.: [234, 1156, 425, 1371]
- malnutrition-subhead-4: રૂ.૩.૮૨ કરોડના મશીન ખરીદાયા પણ શુધ્ધ પાણી મળ્યું નહીં: [40, 2107, 457, 2127]
- hc-headline-1: IPC કલમ-૪૯૯ના અપવાદોને ધ્યાનમાં: [1014, 947, 1572, 989]
- moneylender-headline-2: પિતા-પુત્ર દ્વારા ખૂનની ધમકી: [660, 1488, 972, 1521]
- tanker-dateline: મુન્દ્રા, તા.૨૫: [636, 166, 693, 179]
- bp-gujarat-box: [433, 1089, 624, 1366]
- bp-story: [40, 956, 624, 1571]
- findings-line-1: અભ્યાસનાં તારણો: નમક ઘટાડવા સહિત ખોરાકમાં ફેરફારથી: [40, 1507, 572, 1532]
